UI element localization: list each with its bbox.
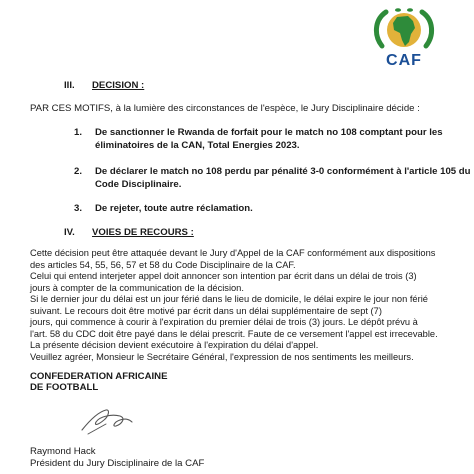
caf-logo (368, 6, 440, 70)
appeal-paragraph: Cette décision peut être attaquée devant le Jury d'Appel de la CAF conformément aux dispositions des articles 54, 55, 56, 57 et 58 du Code Disciplinaire de la CAF. Celui qui entend interjeter appel doit annoncer son intention par écrit dans un délai de trois (3) jours à compter de la communication de la décision. Si le dernier jour du délai est un jour férié dans le lieu de domicile, le délai expire le jour non férié suivant. Le recours doit être motivé par écrit dans un délai supplémentaire de sept (7) jours, qui commence à courir à l'expiration du premier délai de trois (3) jours. Le dépôt prévu à l'art. 58 du CDC doit être payé dans le délai prescrit. Faute de ce versement l'appel est irrecevable. La présente décision devient exécutoire à l'expiration du délai d'appel. Veuillez agréer, Monsieur le Secrétaire Général, l'expression de nos sentiments les meilleurs. (30, 248, 438, 362)
signatory-name: Raymond Hack (30, 446, 96, 457)
item-text: De rejeter, toute autre réclamation. (95, 203, 253, 214)
org-name-line2: DE FOOTBALL (30, 382, 99, 393)
section-title: VOIES DE RECOURS : (92, 227, 194, 238)
section-number: IV. (64, 227, 75, 238)
handwritten-signature (76, 400, 136, 440)
org-name-line1: CONFEDERATION AFRICAINE (30, 371, 168, 382)
item-number: 1. (74, 127, 83, 138)
logo-wordmark: CAF (386, 52, 422, 69)
caf-emblem-icon (368, 6, 440, 54)
item-number: 2. (74, 166, 83, 177)
signatory-role: Président du Jury Disciplinaire de la CAF (30, 458, 205, 469)
decision-intro: PAR CES MOTIFS, à la lumière des circonstances de l'espèce, le Jury Disciplinaire décide : (30, 103, 420, 114)
item-text: De sanctionner le Rwanda de forfait pour le match no 108 comptant pour les éliminatoires de la CAN, Total Energies 2023. (95, 127, 443, 151)
item-text: De déclarer le match no 108 perdu par pénalité 3-0 conformément à l'article 105 du Code Disciplinaire. (95, 166, 471, 190)
section-title: DECISION : (92, 80, 145, 91)
section-number: III. (64, 80, 75, 91)
item-number: 3. (74, 203, 83, 214)
